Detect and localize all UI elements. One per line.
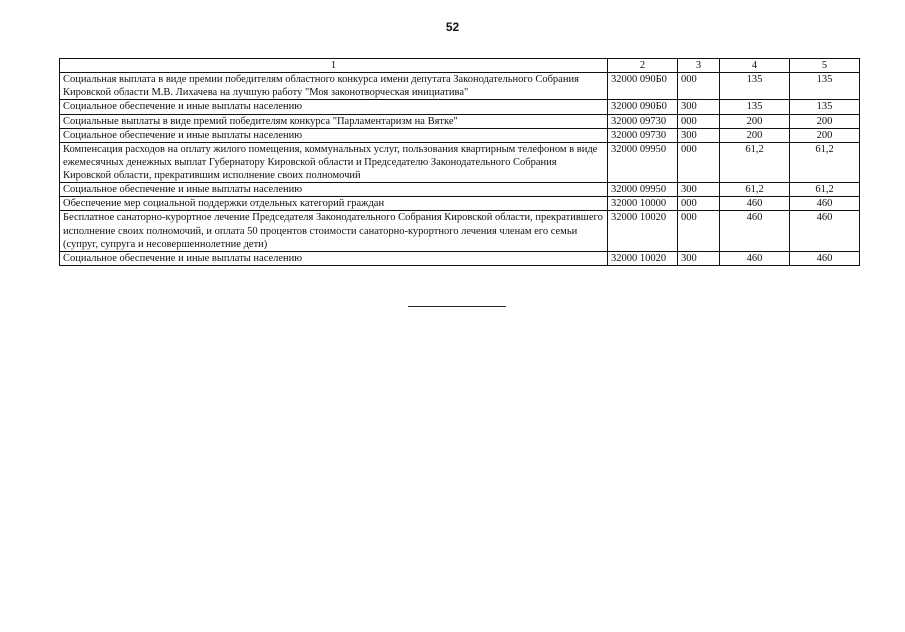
table-row: [60, 114, 860, 128]
row-code: 32000 09950: [608, 142, 678, 182]
row-name: Социальное обеспечение и иные выплаты населению: [60, 251, 608, 265]
column-header-2: 2: [608, 59, 678, 73]
row-value-5: 200: [790, 114, 860, 128]
row-code: 32000 10020: [608, 211, 678, 251]
row-name: Социальное обеспечение и иные выплаты населению: [60, 128, 608, 142]
row-value-5: 460: [790, 251, 860, 265]
table-row: [60, 100, 860, 114]
column-header-4: 4: [720, 59, 790, 73]
row-type: 000: [678, 211, 720, 251]
table-row: [60, 142, 860, 182]
row-name: Компенсация расходов на оплату жилого помещения, коммунальных услуг, пользования квартирным телефоном в виде ежемесячных денежных выплат Губернатору Кировской области и Председателю Законодательного Собрания Кировской области, прекратившим исполнение своих полномочий: [60, 142, 608, 182]
row-name: Социальное обеспечение и иные выплаты населению: [60, 183, 608, 197]
row-value-5: 135: [790, 73, 860, 100]
row-name: Бесплатное санаторно-курортное лечение Председателя Законодательного Собрания Кировской области, прекратившего исполнение своих полномочий, и оплата 50 процентов стоимости санаторно-курортного лечения членам его семьи (супруг, супруга и несовершеннолетние дети): [60, 211, 608, 251]
row-type: 300: [678, 183, 720, 197]
column-header-3: 3: [678, 59, 720, 73]
column-header-1: 1: [60, 59, 608, 73]
page-number: 52: [445, 20, 460, 34]
row-value-4: 200: [720, 114, 790, 128]
row-value-4: 61,2: [720, 142, 790, 182]
row-code: 32000 10020: [608, 251, 678, 265]
row-value-5: 135: [790, 100, 860, 114]
table-row: [60, 128, 860, 142]
row-code: 32000 090Б0: [608, 100, 678, 114]
row-code: 32000 10000: [608, 197, 678, 211]
row-value-4: 135: [720, 100, 790, 114]
column-header-5: 5: [790, 59, 860, 73]
row-value-4: 460: [720, 211, 790, 251]
row-type: 000: [678, 114, 720, 128]
table-row: [60, 211, 860, 251]
row-value-5: 200: [790, 128, 860, 142]
row-type: 300: [678, 128, 720, 142]
row-code: 32000 09950: [608, 183, 678, 197]
row-value-5: 61,2: [790, 142, 860, 182]
table-row: [60, 251, 860, 265]
row-value-4: 135: [720, 73, 790, 100]
row-name: Социальное обеспечение и иные выплаты населению: [60, 100, 608, 114]
row-value-4: 460: [720, 251, 790, 265]
row-value-4: 61,2: [720, 183, 790, 197]
end-separator-line: [408, 306, 506, 307]
row-code: 32000 090Б0: [608, 73, 678, 100]
row-type: 300: [678, 251, 720, 265]
row-value-5: 460: [790, 197, 860, 211]
row-name: Обеспечение мер социальной поддержки отдельных категорий граждан: [60, 197, 608, 211]
row-value-4: 200: [720, 128, 790, 142]
table-row: [60, 183, 860, 197]
row-name: Социальная выплата в виде премии победителям областного конкурса имени депутата Законодательного Собрания Кировской области М.В. Лихачева на лучшую работу "Моя законотворческая инициатива": [60, 73, 608, 100]
table-row: [60, 73, 860, 100]
budget-table: [59, 58, 860, 266]
row-code: 32000 09730: [608, 114, 678, 128]
row-type: 000: [678, 197, 720, 211]
row-type: 000: [678, 73, 720, 100]
table-row: [60, 197, 860, 211]
row-value-4: 460: [720, 197, 790, 211]
row-value-5: 61,2: [790, 183, 860, 197]
row-type: 300: [678, 100, 720, 114]
row-name: Социальные выплаты в виде премий победителям конкурса "Парламентаризм на Вятке": [60, 114, 608, 128]
header-row: [60, 59, 860, 73]
row-code: 32000 09730: [608, 128, 678, 142]
row-value-5: 460: [790, 211, 860, 251]
row-type: 000: [678, 142, 720, 182]
